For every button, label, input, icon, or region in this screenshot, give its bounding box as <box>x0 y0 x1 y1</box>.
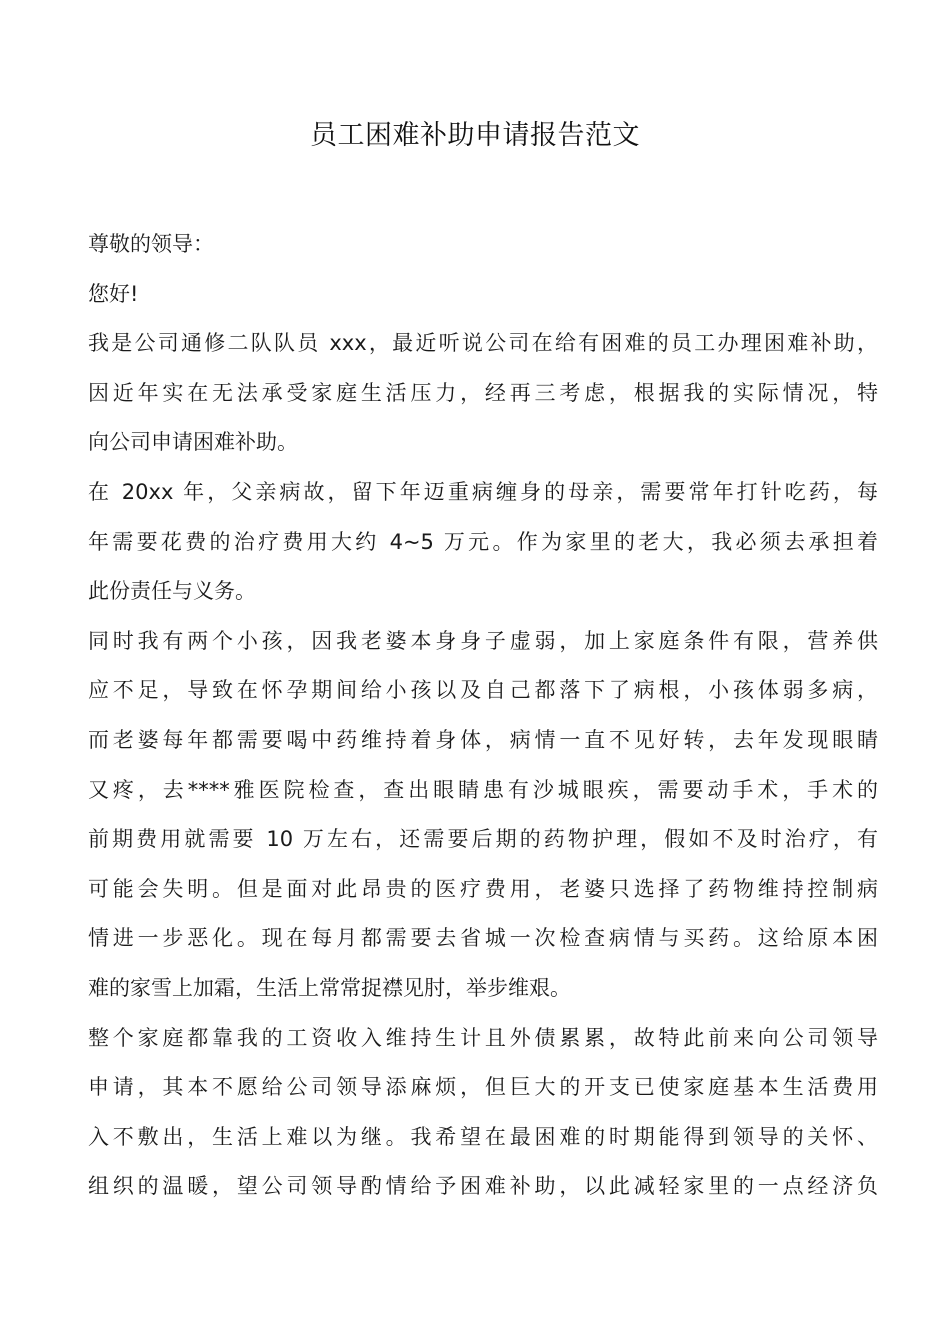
body-line: 因近年实在无法承受家庭生活压力，经再三考虑，根据我的实际情况，特 <box>88 380 878 405</box>
greeting-line: 您好! <box>88 281 139 306</box>
body-line: 难的家雪上加霜，生活上常常捉襟见肘，举步维艰。 <box>88 975 571 1000</box>
body-line: 我是公司通修二队队员 xxx，最近听说公司在给有困难的员工办理困难补助， <box>88 331 878 356</box>
body-line: 可能会失明。但是面对此昂贵的医疗费用，老婆只选择了药物维持控制病 <box>88 876 878 901</box>
body-line: 在 20xx 年，父亲病故，留下年迈重病缠身的母亲，需要常年打针吃药，每 <box>88 479 878 504</box>
salutation-line: 尊敬的领导： <box>88 232 214 256</box>
body-line: 情进一步恶化。现在每月都需要去省城一次检查病情与买药。这给原本困 <box>88 926 878 951</box>
document-body <box>88 220 878 1212</box>
body-line: 又疼，去****雅医院检查，查出眼睛患有沙城眼疾，需要动手术，手术的 <box>88 777 878 802</box>
body-line: 而老婆每年都需要喝中药维持着身体，病情一直不见好转，去年发现眼睛 <box>88 727 878 752</box>
body-line: 同时我有两个小孩，因我老婆本身身子虚弱，加上家庭条件有限，营养供 <box>88 628 878 653</box>
body-line: 此份责任与义务。 <box>88 579 256 604</box>
body-line: 向公司申请困难补助。 <box>88 430 298 455</box>
body-line: 前期费用就需要 10 万左右，还需要后期的药物护理，假如不及时治疗，有 <box>88 827 878 852</box>
body-line: 申请，其本不愿给公司领导添麻烦，但巨大的开支已使家庭基本生活费用 <box>88 1075 878 1100</box>
body-line: 应不足，导致在怀孕期间给小孩以及自己都落下了病根，小孩体弱多病， <box>88 678 878 703</box>
body-line: 年需要花费的治疗费用大约 4~5 万元。作为家里的老大，我必须去承担着 <box>88 529 878 554</box>
document-title: 员工困难补助申请报告范文 <box>310 120 640 151</box>
body-line: 组织的温暖，望公司领导酌情给予困难补助，以此减轻家里的一点经济负 <box>88 1174 878 1199</box>
body-line: 整个家庭都靠我的工资收入维持生计且外债累累，故特此前来向公司领导 <box>88 1025 878 1050</box>
body-line: 入不敷出，生活上难以为继。我希望在最困难的时期能得到领导的关怀、 <box>88 1124 878 1149</box>
